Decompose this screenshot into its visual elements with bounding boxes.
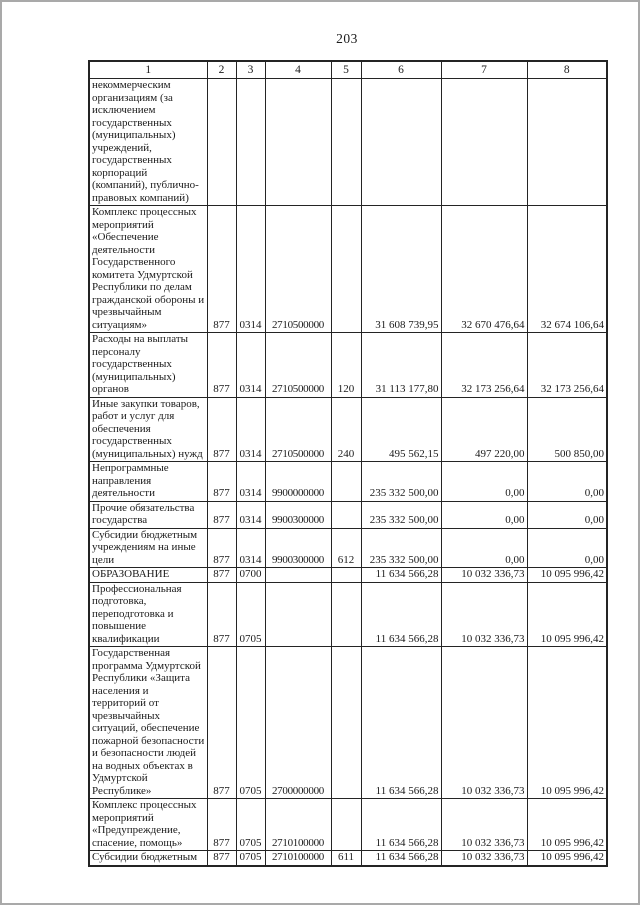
row-label-cell: Субсидии бюджетным bbox=[89, 851, 207, 866]
row-value-cell bbox=[331, 647, 361, 799]
row-label-cell: Комплекс процессных мероприятий «Обеспечение деятельности Государственного комитета Удмуртской Республики по делам гражданской обороны и чрезвычайным ситуациям» bbox=[89, 206, 207, 333]
row-value-cell: 10 032 336,73 bbox=[441, 568, 527, 583]
row-value-cell: 10 032 336,73 bbox=[441, 647, 527, 799]
table-row bbox=[89, 799, 607, 851]
row-value-cell bbox=[361, 79, 441, 206]
budget-table-body bbox=[89, 79, 607, 866]
row-value-cell: 0700 bbox=[236, 568, 265, 583]
row-label-cell: Непрограммные направления деятельности bbox=[89, 462, 207, 502]
column-header: 4 bbox=[265, 61, 331, 79]
row-value-cell bbox=[331, 799, 361, 851]
row-label-cell: Профессиональная подготовка, переподготовка и повышение квалификации bbox=[89, 582, 207, 647]
row-value-cell: 11 634 566,28 bbox=[361, 568, 441, 583]
column-header: 1 bbox=[89, 61, 207, 79]
row-value-cell bbox=[331, 501, 361, 528]
table-row bbox=[89, 206, 607, 333]
row-value-cell bbox=[441, 79, 527, 206]
row-label-cell: Комплекс процессных мероприятий «Предупреждение, спасение, помощь» bbox=[89, 799, 207, 851]
row-value-cell: 0,00 bbox=[527, 462, 607, 502]
row-value-cell: 877 bbox=[207, 799, 236, 851]
row-value-cell: 0,00 bbox=[441, 462, 527, 502]
row-value-cell: 877 bbox=[207, 851, 236, 866]
row-label-cell: Прочие обязательства государства bbox=[89, 501, 207, 528]
row-value-cell: 877 bbox=[207, 206, 236, 333]
row-value-cell: 0705 bbox=[236, 851, 265, 866]
row-value-cell: 877 bbox=[207, 647, 236, 799]
row-label-cell: Государственная программа Удмуртской Республики «Защита населения и территорий от чрезвычайных ситуаций, обеспечение пожарной безопасности и безопасности людей на водных объектах в Удмуртской Республике» bbox=[89, 647, 207, 799]
row-label-cell: некоммерческим организациям (за исключением государственных (муниципальных) учреждений, государственных корпораций (компаний), публично-правовых компаний) bbox=[89, 79, 207, 206]
row-value-cell: 0314 bbox=[236, 501, 265, 528]
row-value-cell: 32 674 106,64 bbox=[527, 206, 607, 333]
row-value-cell: 0705 bbox=[236, 799, 265, 851]
row-value-cell bbox=[265, 79, 331, 206]
row-value-cell: 0314 bbox=[236, 333, 265, 398]
row-value-cell: 495 562,15 bbox=[361, 397, 441, 462]
row-label-cell: Расходы на выплаты персоналу государственных (муниципальных) органов bbox=[89, 333, 207, 398]
row-value-cell: 10 032 336,73 bbox=[441, 799, 527, 851]
row-value-cell: 0,00 bbox=[441, 528, 527, 568]
row-value-cell: 10 032 336,73 bbox=[441, 582, 527, 647]
table-row bbox=[89, 647, 607, 799]
page-number: 203 bbox=[336, 31, 358, 46]
row-value-cell: 0,00 bbox=[527, 528, 607, 568]
row-value-cell: 0,00 bbox=[527, 501, 607, 528]
column-header: 3 bbox=[236, 61, 265, 79]
table-row bbox=[89, 79, 607, 206]
row-value-cell: 9900300000 bbox=[265, 501, 331, 528]
row-value-cell: 0314 bbox=[236, 206, 265, 333]
budget-table bbox=[88, 60, 608, 867]
row-value-cell: 31 113 177,80 bbox=[361, 333, 441, 398]
row-value-cell bbox=[236, 79, 265, 206]
row-value-cell: 32 173 256,64 bbox=[527, 333, 607, 398]
row-value-cell bbox=[265, 582, 331, 647]
row-value-cell: 32 173 256,64 bbox=[441, 333, 527, 398]
row-value-cell: 11 634 566,28 bbox=[361, 851, 441, 866]
row-value-cell bbox=[331, 79, 361, 206]
row-label-cell: ОБРАЗОВАНИЕ bbox=[89, 568, 207, 583]
row-value-cell bbox=[331, 206, 361, 333]
table-row bbox=[89, 851, 607, 866]
row-value-cell: 10 095 996,42 bbox=[527, 647, 607, 799]
row-value-cell: 497 220,00 bbox=[441, 397, 527, 462]
table-row bbox=[89, 501, 607, 528]
row-value-cell: 877 bbox=[207, 582, 236, 647]
row-value-cell: 2710500000 bbox=[265, 333, 331, 398]
row-value-cell: 877 bbox=[207, 528, 236, 568]
row-value-cell: 235 332 500,00 bbox=[361, 528, 441, 568]
row-value-cell: 11 634 566,28 bbox=[361, 799, 441, 851]
row-value-cell: 10 032 336,73 bbox=[441, 851, 527, 866]
row-value-cell: 32 670 476,64 bbox=[441, 206, 527, 333]
row-value-cell: 0705 bbox=[236, 582, 265, 647]
row-value-cell: 2710100000 bbox=[265, 851, 331, 866]
column-header: 7 bbox=[441, 61, 527, 79]
row-value-cell bbox=[331, 462, 361, 502]
table-row bbox=[89, 582, 607, 647]
table-row bbox=[89, 528, 607, 568]
column-header: 8 bbox=[527, 61, 607, 79]
row-label-cell: Субсидии бюджетным учреждениям на иные цели bbox=[89, 528, 207, 568]
row-value-cell: 11 634 566,28 bbox=[361, 647, 441, 799]
row-value-cell: 0705 bbox=[236, 647, 265, 799]
table-row bbox=[89, 333, 607, 398]
row-value-cell bbox=[265, 568, 331, 583]
row-value-cell: 9900000000 bbox=[265, 462, 331, 502]
row-value-cell: 0314 bbox=[236, 528, 265, 568]
table-row bbox=[89, 568, 607, 583]
row-value-cell: 877 bbox=[207, 501, 236, 528]
row-value-cell: 877 bbox=[207, 568, 236, 583]
row-value-cell: 31 608 739,95 bbox=[361, 206, 441, 333]
table-row bbox=[89, 462, 607, 502]
row-value-cell: 2710500000 bbox=[265, 206, 331, 333]
column-header: 5 bbox=[331, 61, 361, 79]
row-value-cell: 10 095 996,42 bbox=[527, 799, 607, 851]
column-header: 6 bbox=[361, 61, 441, 79]
row-value-cell: 235 332 500,00 bbox=[361, 501, 441, 528]
row-label-cell: Иные закупки товаров, работ и услуг для обеспечения государственных (муниципальных) нужд bbox=[89, 397, 207, 462]
row-value-cell: 9900300000 bbox=[265, 528, 331, 568]
row-value-cell: 2710500000 bbox=[265, 397, 331, 462]
row-value-cell: 240 bbox=[331, 397, 361, 462]
row-value-cell: 877 bbox=[207, 462, 236, 502]
row-value-cell: 877 bbox=[207, 397, 236, 462]
table-row bbox=[89, 397, 607, 462]
column-header: 2 bbox=[207, 61, 236, 79]
row-value-cell: 0314 bbox=[236, 462, 265, 502]
row-value-cell: 2710100000 bbox=[265, 799, 331, 851]
row-value-cell: 235 332 500,00 bbox=[361, 462, 441, 502]
row-value-cell: 2700000000 bbox=[265, 647, 331, 799]
row-value-cell: 11 634 566,28 bbox=[361, 582, 441, 647]
table-header-row bbox=[89, 61, 607, 79]
row-value-cell: 611 bbox=[331, 851, 361, 866]
row-value-cell: 10 095 996,42 bbox=[527, 568, 607, 583]
row-value-cell: 500 850,00 bbox=[527, 397, 607, 462]
row-value-cell: 120 bbox=[331, 333, 361, 398]
row-value-cell: 0314 bbox=[236, 397, 265, 462]
row-value-cell: 10 095 996,42 bbox=[527, 582, 607, 647]
row-value-cell: 0,00 bbox=[441, 501, 527, 528]
row-value-cell bbox=[331, 568, 361, 583]
row-value-cell bbox=[331, 582, 361, 647]
row-value-cell: 10 095 996,42 bbox=[527, 851, 607, 866]
row-value-cell bbox=[527, 79, 607, 206]
row-value-cell: 877 bbox=[207, 333, 236, 398]
row-value-cell bbox=[207, 79, 236, 206]
row-value-cell: 612 bbox=[331, 528, 361, 568]
